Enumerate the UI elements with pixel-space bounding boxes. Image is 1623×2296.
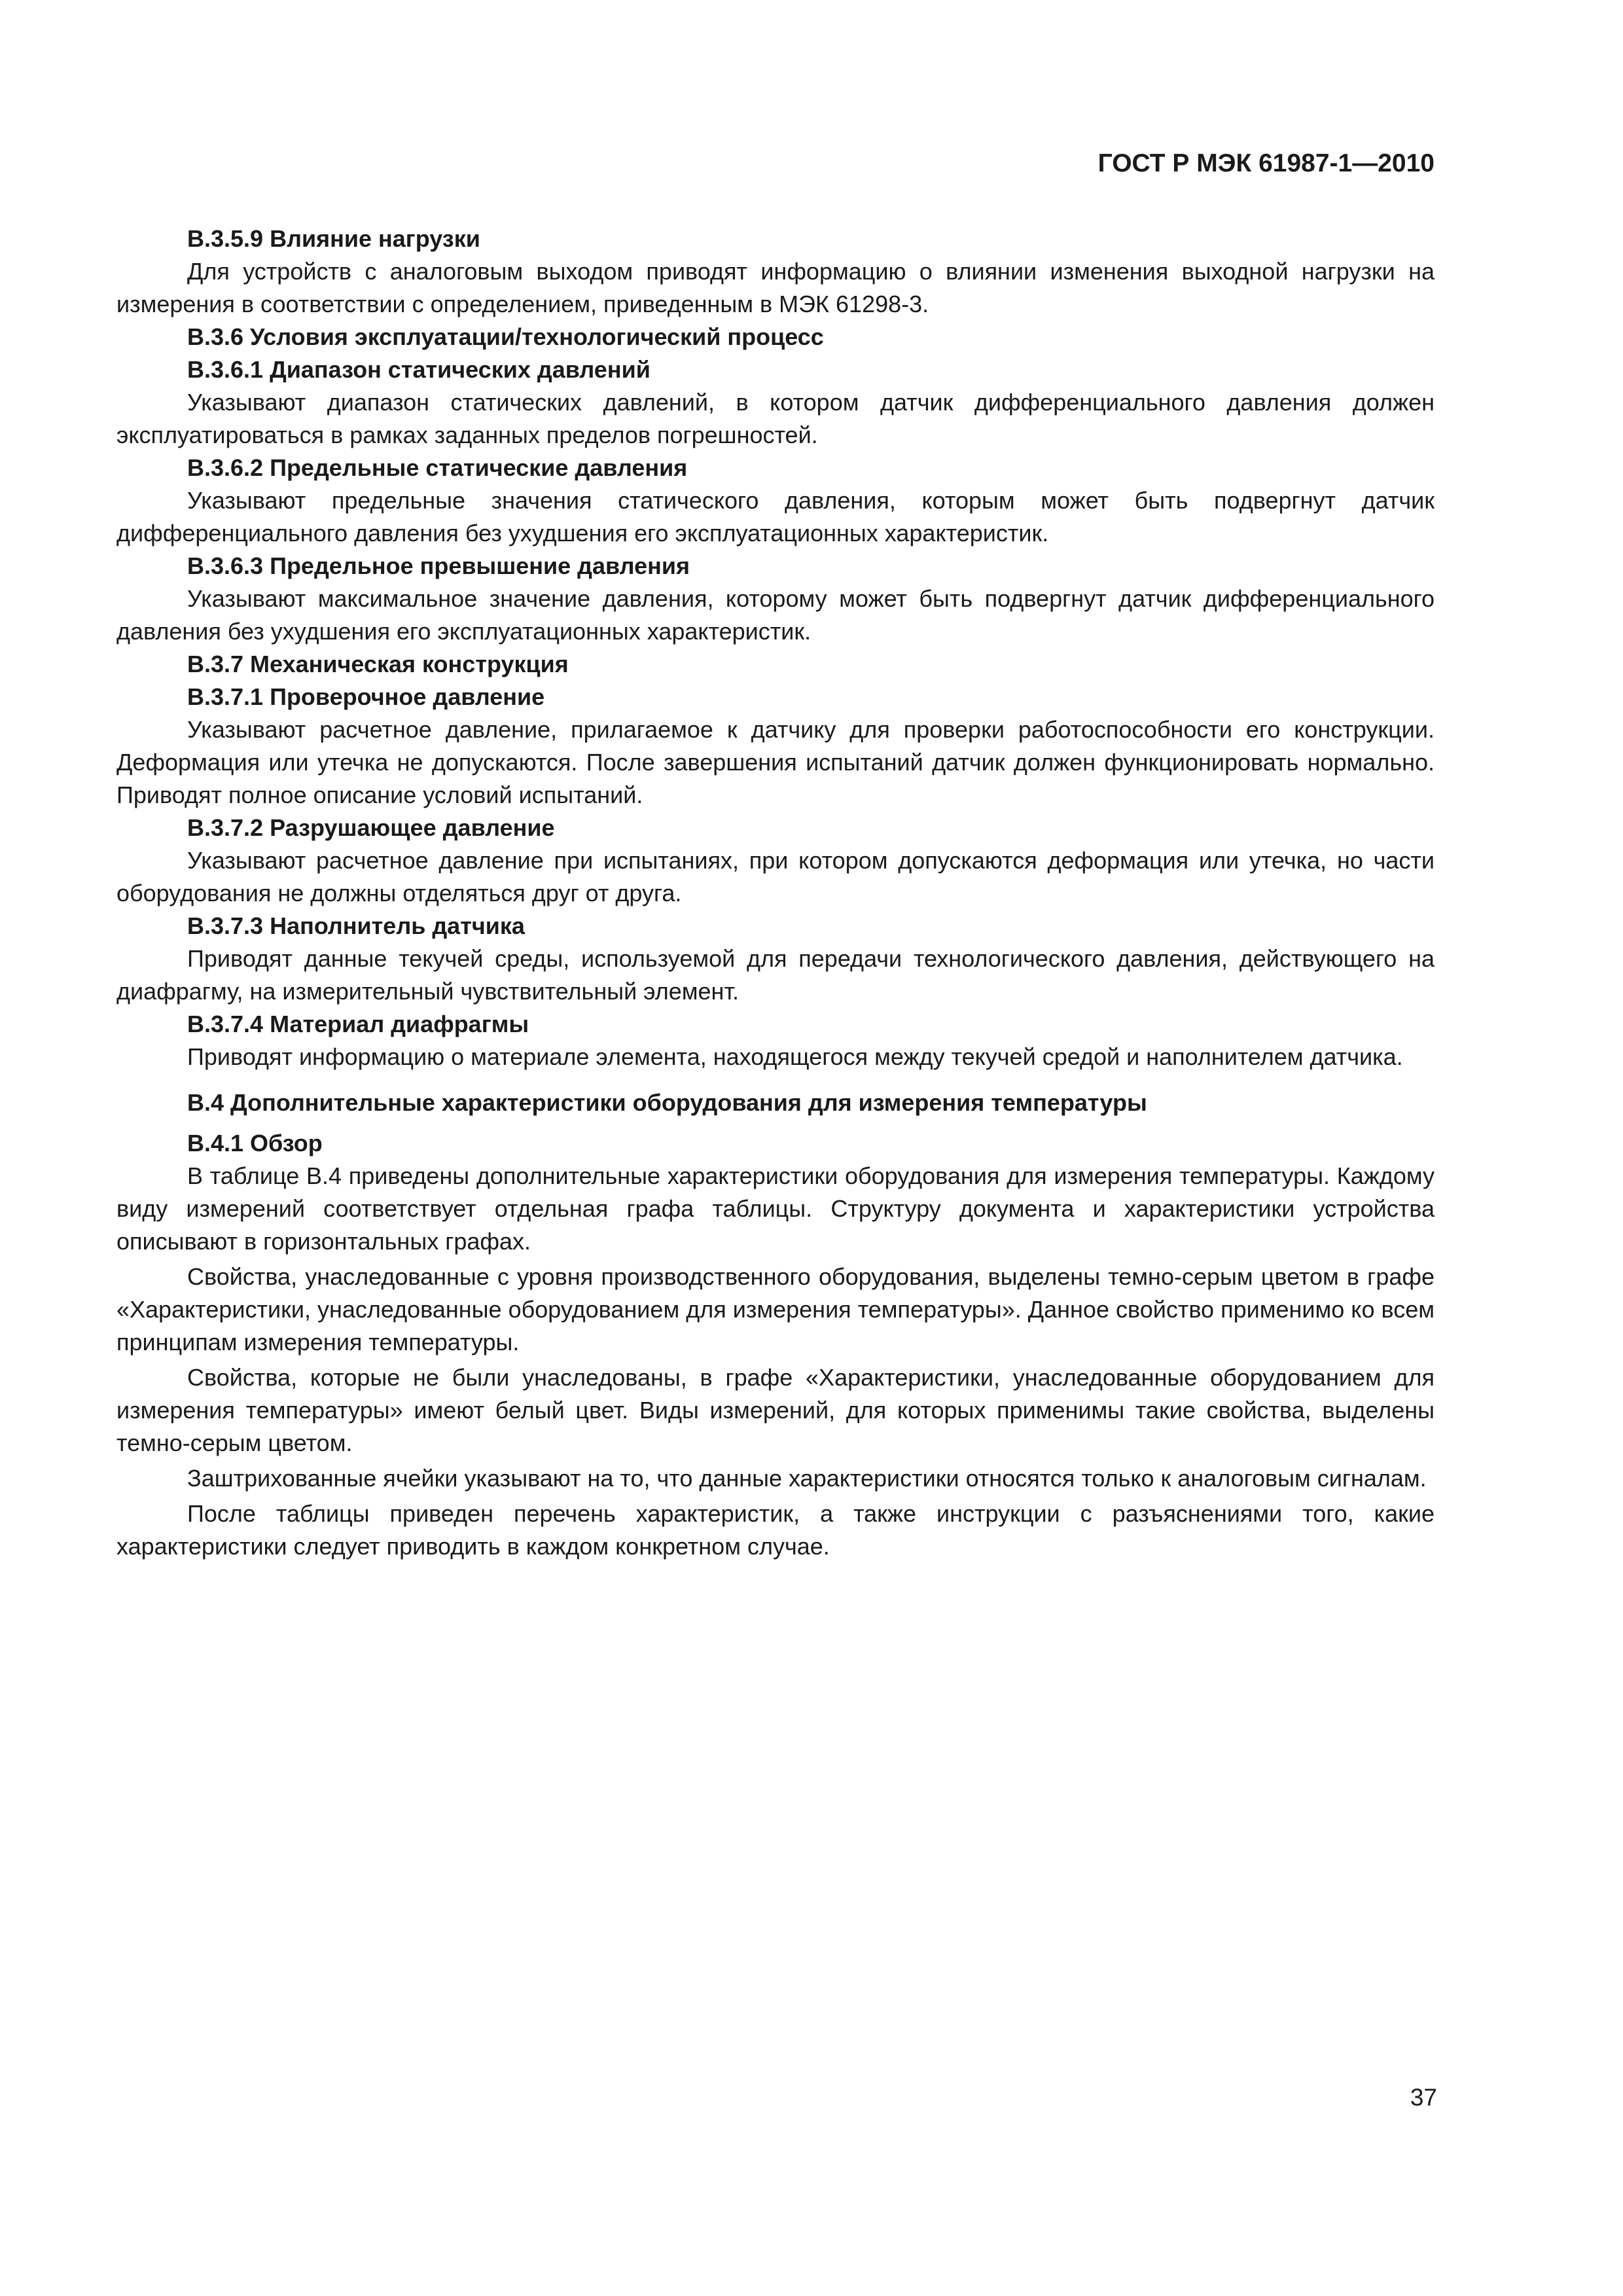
body-paragraph: Указывают диапазон статических давлений, в котором датчик дифференциального давления должен эксплуатироваться в рамках заданных пределов погрешностей. xyxy=(116,389,1435,448)
body-paragraph: Свойства, которые не были унаследованы, в графе «Характеристики, унаследованные оборудованием для измерения температуры» имеют белый цвет. Виды измерений, для которых применимы такие свойства, выделены темно-серым цветом. xyxy=(116,1364,1435,1456)
section-heading: B.3.6 Условия эксплуатации/технологический процесс xyxy=(187,323,824,350)
section-heading: B.3.7.4 Материал диафрагмы xyxy=(187,1011,529,1037)
body-paragraph: Заштрихованные ячейки указывают на то, что данные характеристики относятся только к аналоговым сигналам. xyxy=(187,1465,1427,1492)
section-heading: B.4.1 Обзор xyxy=(187,1130,323,1157)
body-paragraph: Указывают расчетное давление при испытаниях, при котором допускаются деформация или утечка, но части оборудования не должны отделяться друг от друга. xyxy=(116,847,1435,906)
body-paragraph: Приводят данные текучей среды, используемой для передачи технологического давления, действующего на диафрагму, на измерительный чувствительный элемент. xyxy=(116,945,1435,1005)
body-paragraph: Указывают расчетное давление, прилагаемое к датчику для проверки работоспособности его конструкции. Деформация или утечка не допускаются. После завершения испытаний датчик должен функционировать нормально. Приводят полное описание условий испытаний. xyxy=(116,716,1435,808)
body-paragraph: Указывают максимальное значение давления, которому может быть подвергнут датчик дифференциального давления без ухудшения его эксплуатационных характеристик. xyxy=(116,585,1435,645)
annex-section-heading: B.4 Дополнительные характеристики оборудования для измерения температуры xyxy=(187,1089,1147,1116)
body-paragraph: В таблице B.4 приведены дополнительные характеристики оборудования для измерения температуры. Каждому виду измерений соответствует отдельная графа таблицы. Структуру документа и характеристики устройства описывают в горизонтальных графах. xyxy=(116,1162,1435,1255)
section-heading: B.3.7.1 Проверочное давление xyxy=(187,683,545,710)
section-heading: B.3.5.9 Влияние нагрузки xyxy=(187,225,480,252)
section-heading: B.3.7 Механическая конструкция xyxy=(187,651,569,677)
section-heading: B.3.7.2 Разрушающее давление xyxy=(187,814,555,841)
section-heading: B.3.7.3 Наполнитель датчика xyxy=(187,912,525,939)
body-paragraph: Приводят информацию о материале элемента, находящегося между текучей средой и наполнителем датчика. xyxy=(187,1043,1403,1070)
page-number: 37 xyxy=(1410,2084,1437,2111)
document-body xyxy=(116,223,1435,1563)
body-paragraph: Свойства, унаследованные с уровня производственного оборудования, выделены темно-серым цветом в графе «Характеристики, унаследованные оборудованием для измерения температуры». Данное свойство применимо ко всем принципам измерения температуры. xyxy=(116,1263,1435,1355)
body-paragraph: После таблицы приведен перечень характеристик, а также инструкции с разъяснениями того, какие характеристики следует приводить в каждом конкретном случае. xyxy=(116,1500,1435,1560)
section-heading: B.3.6.3 Предельное превышение давления xyxy=(187,552,690,579)
section-heading: B.3.6.2 Предельные статические давления xyxy=(187,454,688,481)
body-paragraph: Указывают предельные значения статического давления, которым может быть подвергнут датчик дифференциального давления без ухудшения его эксплуатационных характеристик. xyxy=(116,487,1435,547)
section-heading: B.3.6.1 Диапазон статических давлений xyxy=(187,356,651,383)
body-paragraph: Для устройств с аналоговым выходом приводят информацию о влиянии изменения выходной нагрузки на измерения в соответствии с определением, приведенным в МЭК 61298-3. xyxy=(116,258,1435,317)
document-header-standard-id: ГОСТ Р МЭК 61987-1—2010 xyxy=(1097,149,1435,177)
